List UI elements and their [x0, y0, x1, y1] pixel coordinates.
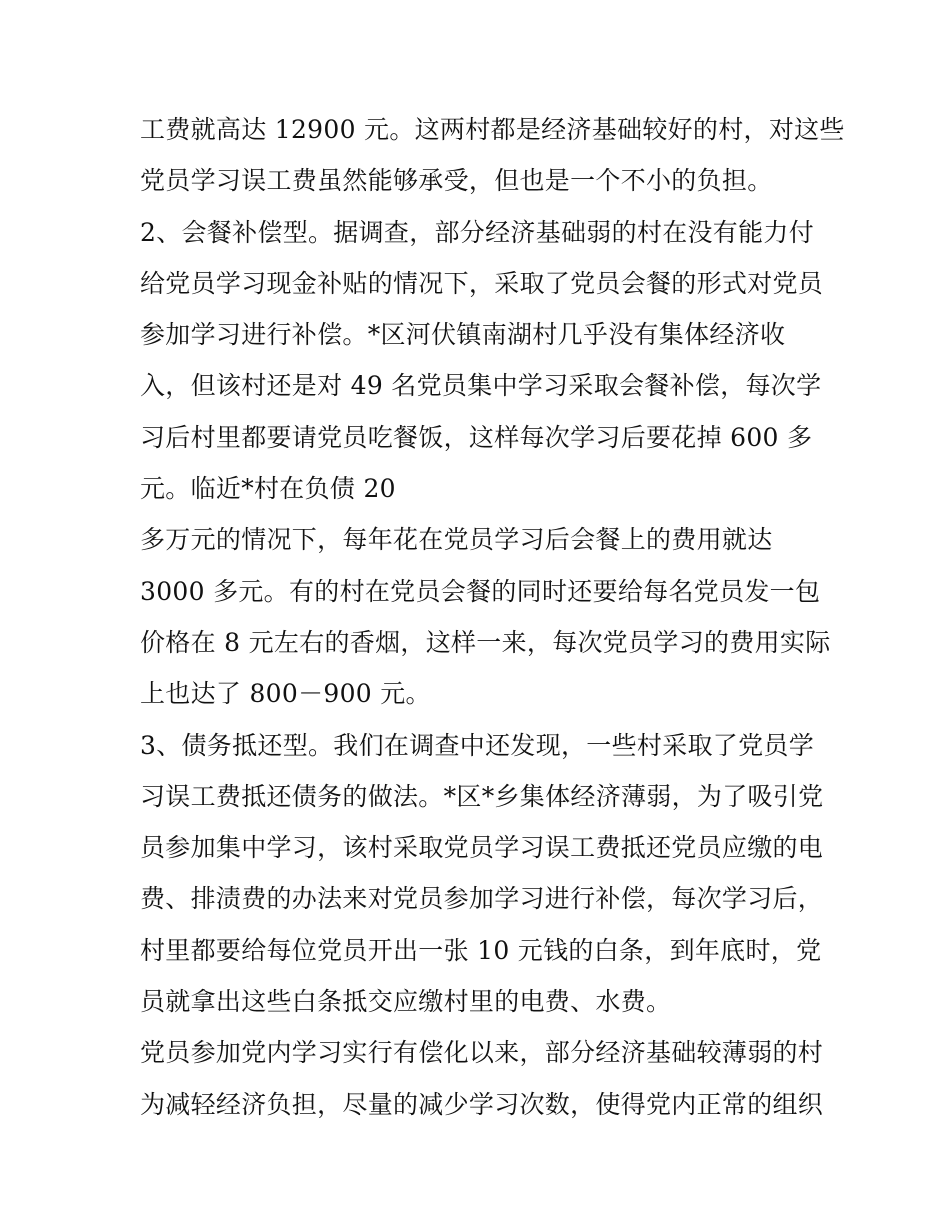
text-line: 费、排渍费的办法来对党员参加学习进行补偿，每次学习后， [140, 884, 824, 914]
text-line: 党员学习误工费虽然能够承受，但也是一个不小的负担。 [140, 166, 773, 196]
text-line: 多万元的情况下，每年花在党员学习后会餐上的费用就达 [140, 525, 773, 555]
text-line: 3000 多元。有的村在党员会餐的同时还要给每名党员发一包 [140, 576, 821, 606]
text-line: 员就拿出这些白条抵交应缴村里的电费、水费。 [140, 987, 672, 1017]
text-line: 习误工费抵还债务的做法。*区*乡集体经济薄弱，为了吸引党 [140, 781, 824, 811]
text-line: 工费就高达 12900 元。这两村都是经济基础较好的村，对这些 [140, 115, 845, 144]
text-line: 党员参加党内学习实行有偿化以来，部分经济基础较薄弱的村 [140, 1038, 824, 1068]
text-line: 元。临近*村在负债 20 [140, 474, 396, 504]
text-line: 价格在 8 元左右的香烟，这样一来，每次党员学习的费用实际 [140, 627, 831, 657]
text-line: 给党员学习现金补贴的情况下，采取了党员会餐的形式对党员 [140, 268, 824, 298]
text-line: 入，但该村还是对 49 名党员集中学习采取会餐补偿，每次学 [140, 371, 822, 401]
text-line: 为减轻经济负担，尽量的减少学习次数，使得党内正常的组织 [140, 1089, 824, 1119]
text-line: 员参加集中学习，该村采取党员学习误工费抵还党员应缴的电 [140, 833, 824, 863]
text-line: 村里都要给每位党员开出一张 10 元钱的白条，到年底时，党 [140, 935, 822, 965]
text-line: 上也达了 800－900 元。 [140, 679, 431, 709]
text-line: 习后村里都要请党员吃餐饭，这样每次学习后要花掉 600 多 [140, 422, 813, 452]
text-line: 参加学习进行补偿。*区河伏镇南湖村几乎没有集体经济收 [140, 320, 786, 350]
text-line: 2、会餐补偿型。据调查，部分经济基础弱的村在没有能力付 [140, 217, 815, 247]
body-text [140, 104, 845, 1130]
text-line: 3、债务抵还型。我们在调查中还发现，一些村采取了党员学 [140, 730, 815, 760]
